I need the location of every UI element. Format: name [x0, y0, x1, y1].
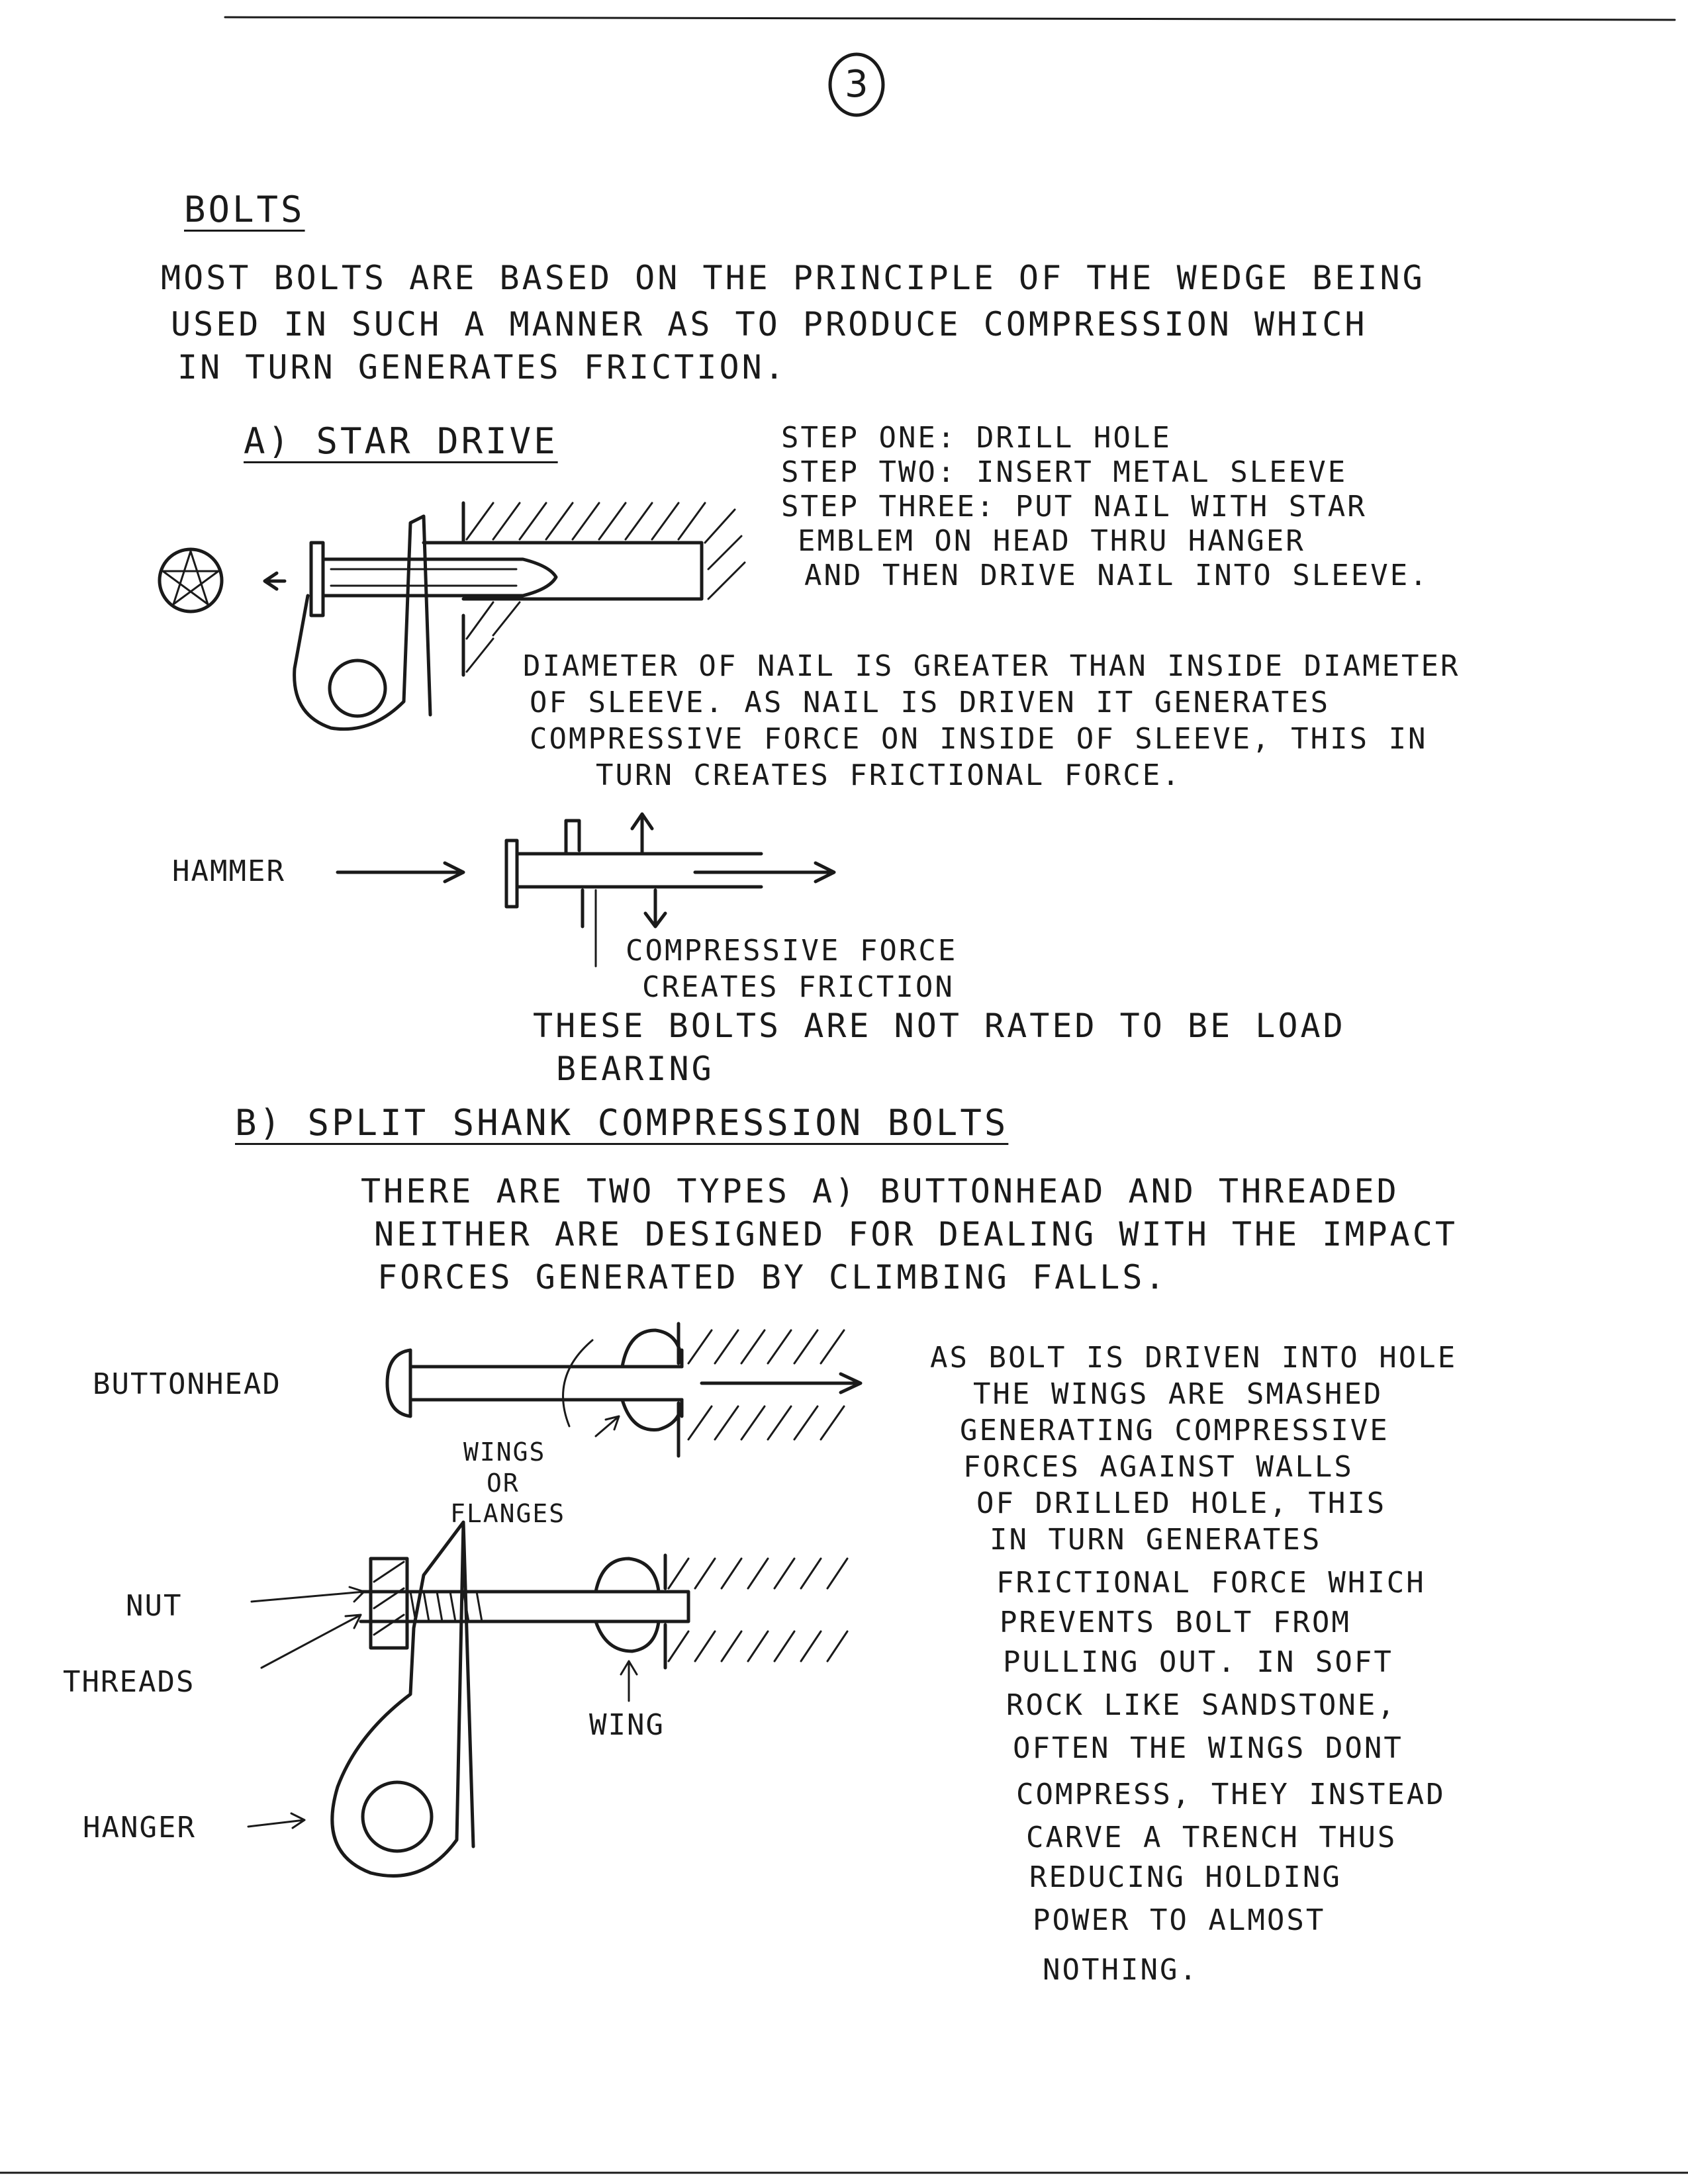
split-shank-explanation-11: OFTEN THE WINGS DONT	[1013, 1731, 1403, 1765]
star-drive-heading: A) STAR DRIVE	[244, 420, 558, 462]
star-drive-step-1: STEP ONE: DRILL HOLE	[781, 421, 1172, 455]
split-shank-explanation-3: GENERATING COMPRESSIVE	[960, 1414, 1389, 1447]
split-shank-explanation-4: FORCES AGAINST WALLS	[963, 1450, 1354, 1484]
split-shank-explanation-15: POWER TO ALMOST	[1033, 1903, 1326, 1937]
split-shank-explanation-10: ROCK LIKE SANDSTONE,	[1006, 1688, 1397, 1722]
intro-line-1: MOST BOLTS ARE BASED ON THE PRINCIPLE OF THE WEDGE BEING	[161, 259, 1425, 297]
intro-line-3: IN TURN GENERATES FRICTION.	[177, 348, 787, 387]
load-bearing-note-1: THESE BOLTS ARE NOT RATED TO BE LOAD	[533, 1007, 1346, 1045]
split-shank-explanation-14: REDUCING HOLDING	[1029, 1860, 1342, 1894]
page-number: 3	[845, 63, 868, 106]
nut-label: NUT	[126, 1589, 183, 1623]
split-shank-intro-3: FORCES GENERATED BY CLIMBING FALLS.	[377, 1258, 1168, 1297]
wing-label: WING	[589, 1708, 665, 1742]
split-shank-explanation-9: PULLING OUT. IN SOFT	[1003, 1645, 1393, 1679]
bolts-heading: BOLTS	[184, 189, 305, 230]
star-drive-explanation-4: TURN CREATES FRICTIONAL FORCE.	[596, 758, 1182, 792]
star-drive-explanation-1: DIAMETER OF NAIL IS GREATER THAN INSIDE DIAMETER	[523, 649, 1460, 683]
split-shank-explanation-2: THE WINGS ARE SMASHED	[973, 1377, 1383, 1411]
split-shank-explanation-7: FRICTIONAL FORCE WHICH	[996, 1566, 1426, 1600]
star-drive-explanation-3: COMPRESSIVE FORCE ON INSIDE OF SLEEVE, THIS IN	[530, 722, 1428, 756]
intro-line-2: USED IN SUCH A MANNER AS TO PRODUCE COMPRESSION WHICH	[171, 305, 1368, 343]
split-shank-heading: B) SPLIT SHANK COMPRESSION BOLTS	[235, 1102, 1009, 1144]
split-shank-intro-1: THERE ARE TWO TYPES A) BUTTONHEAD AND THREADED	[361, 1172, 1399, 1210]
split-shank-explanation-8: PREVENTS BOLT FROM	[1000, 1606, 1351, 1639]
wings-label-1: WINGS	[463, 1437, 546, 1467]
star-drive-step-3: STEP THREE: PUT NAIL WITH STAR	[781, 490, 1367, 523]
star-drive-step-5: AND THEN DRIVE NAIL INTO SLEEVE.	[804, 559, 1429, 592]
buttonhead-label: BUTTONHEAD	[93, 1367, 281, 1401]
split-shank-explanation-16: NOTHING.	[1043, 1953, 1199, 1987]
split-shank-explanation-1: AS BOLT IS DRIVEN INTO HOLE	[930, 1341, 1458, 1375]
compressive-force-caption-2: CREATES FRICTION	[642, 970, 955, 1004]
hammer-label: HAMMER	[172, 854, 285, 888]
wings-label-2: OR	[487, 1469, 520, 1498]
split-shank-explanation-6: IN TURN GENERATES	[990, 1523, 1322, 1557]
split-shank-explanation-12: COMPRESS, THEY INSTEAD	[1016, 1778, 1446, 1811]
split-shank-intro-2: NEITHER ARE DESIGNED FOR DEALING WITH THE IMPACT	[374, 1215, 1458, 1253]
compressive-force-caption-1: COMPRESSIVE FORCE	[626, 934, 958, 968]
star-drive-explanation-2: OF SLEEVE. AS NAIL IS DRIVEN IT GENERATES	[530, 686, 1331, 719]
split-shank-explanation-13: CARVE A TRENCH THUS	[1026, 1821, 1397, 1854]
load-bearing-note-2: BEARING	[556, 1050, 714, 1088]
star-drive-step-2: STEP TWO: INSERT METAL SLEEVE	[781, 455, 1348, 489]
wings-label-3: FLANGES	[450, 1499, 566, 1528]
hanger-label: HANGER	[83, 1811, 196, 1844]
star-drive-step-4: EMBLEM ON HEAD THRU HANGER	[798, 524, 1305, 558]
split-shank-explanation-5: OF DRILLED HOLE, THIS	[976, 1486, 1387, 1520]
threads-label: THREADS	[63, 1665, 195, 1699]
